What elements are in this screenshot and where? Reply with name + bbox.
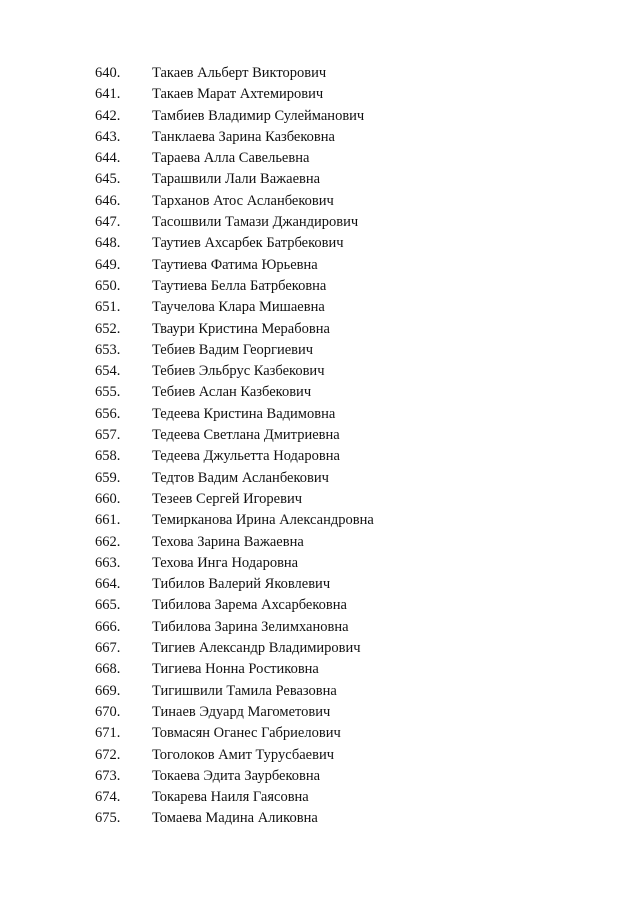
- entry-name: Товмасян Оганес Габриелович: [152, 725, 341, 742]
- entry-name: Тамбиев Владимир Сулейманович: [152, 107, 365, 124]
- entry-name: Тибилова Зарина Зелимхановна: [152, 618, 349, 635]
- entry-number: 648.: [95, 235, 121, 252]
- entry-name: Тедеева Светлана Дмитриевна: [152, 427, 340, 444]
- list-item: [0, 702, 640, 723]
- list-item: [0, 510, 640, 531]
- entry-name: Таучелова Клара Мишаевна: [152, 299, 325, 316]
- entry-number: 673.: [95, 767, 121, 784]
- list-item: [0, 340, 640, 361]
- list-item: [0, 319, 640, 340]
- entry-number: 664.: [95, 576, 121, 593]
- entry-name: Темирканова Ирина Александровна: [152, 512, 374, 529]
- list-item: [0, 723, 640, 744]
- entry-name: Тедеева Кристина Вадимовна: [152, 405, 336, 422]
- entry-name: Тарашвили Лали Важаевна: [152, 171, 321, 188]
- entry-number: 651.: [95, 299, 121, 316]
- entry-name: Таутиева Фатима Юрьевна: [152, 256, 318, 273]
- entry-name: Токарева Наиля Гаясовна: [152, 789, 309, 806]
- list-item: [0, 212, 640, 233]
- entry-name: Тасошвили Тамази Джандирович: [152, 214, 359, 231]
- entry-name: Тибилов Валерий Яковлевич: [152, 576, 331, 593]
- entry-number: 640.: [95, 65, 121, 81]
- list-item: [0, 532, 640, 553]
- entry-name: Томаева Мадина Аликовна: [152, 810, 318, 827]
- list-item: [0, 191, 640, 212]
- entry-name: Тваури Кристина Мерабовна: [152, 320, 330, 337]
- entry-number: 660.: [95, 490, 121, 507]
- entry-number: 671.: [95, 725, 121, 742]
- entry-name: Тедеева Джульетта Нодаровна: [152, 448, 340, 465]
- list-item: [0, 382, 640, 403]
- entry-name: Тинаев Эдуард Магометович: [152, 703, 331, 720]
- entry-number: 647.: [95, 214, 121, 231]
- list-item: [0, 63, 640, 84]
- list-item: [0, 106, 640, 127]
- list-item: [0, 787, 640, 808]
- entry-number: 656.: [95, 405, 121, 422]
- entry-name: Таутиева Белла Батрбековна: [152, 277, 327, 294]
- list-item: [0, 659, 640, 680]
- entry-name: Тараева Алла Савельевна: [152, 150, 310, 167]
- entry-name: Техова Зарина Важаевна: [152, 533, 304, 550]
- entry-name: Тарханов Атос Асланбекович: [152, 192, 334, 209]
- entry-number: 670.: [95, 703, 121, 720]
- entry-name: Тигишвили Тамила Ревазовна: [152, 682, 337, 699]
- entry-number: 645.: [95, 171, 121, 188]
- list-item: [0, 808, 640, 829]
- entry-number: 642.: [95, 107, 121, 124]
- entry-name: Токаева Эдита Заурбековна: [152, 767, 321, 784]
- entry-number: 663.: [95, 554, 121, 571]
- list-item: [0, 446, 640, 467]
- list-item: [0, 127, 640, 148]
- entry-number: 653.: [95, 341, 121, 358]
- entry-number: 654.: [95, 363, 121, 380]
- entry-name: Таутиев Ахсарбек Батрбекович: [152, 235, 344, 252]
- entry-number: 661.: [95, 512, 121, 529]
- list-item: [0, 489, 640, 510]
- list-item: [0, 297, 640, 318]
- entry-number: 675.: [95, 810, 121, 827]
- entry-name: Тоголоков Амит Турусбаевич: [152, 746, 335, 763]
- entry-number: 666.: [95, 618, 121, 635]
- entry-number: 669.: [95, 682, 121, 699]
- entry-name: Тибилова Зарема Ахсарбековна: [152, 597, 347, 614]
- entry-number: 668.: [95, 661, 121, 678]
- list-item: [0, 233, 640, 254]
- entry-number: 643.: [95, 128, 121, 145]
- list-item: [0, 574, 640, 595]
- list-item: [0, 681, 640, 702]
- entry-name: Танклаева Зарина Казбековна: [152, 128, 335, 145]
- list-item: [0, 169, 640, 190]
- entry-name: Тебиев Эльбрус Казбекович: [152, 363, 325, 380]
- entry-name: Такаев Марат Ахтемирович: [152, 86, 324, 103]
- list-item: [0, 553, 640, 574]
- entry-name: Такаев Альберт Викторович: [152, 65, 327, 81]
- entry-number: 644.: [95, 150, 121, 167]
- list-item: [0, 361, 640, 382]
- entry-number: 665.: [95, 597, 121, 614]
- entry-number: 659.: [95, 469, 121, 486]
- name-list: [0, 63, 640, 830]
- list-item: [0, 638, 640, 659]
- entry-number: 674.: [95, 789, 121, 806]
- entry-number: 641.: [95, 86, 121, 103]
- entry-number: 652.: [95, 320, 121, 337]
- entry-number: 657.: [95, 427, 121, 444]
- list-item: [0, 745, 640, 766]
- list-item: [0, 468, 640, 489]
- entry-name: Тигиева Нонна Ростиковна: [152, 661, 319, 678]
- entry-number: 667.: [95, 640, 121, 657]
- list-item: [0, 276, 640, 297]
- entry-name: Техова Инга Нодаровна: [152, 554, 299, 571]
- entry-name: Тигиев Александр Владимирович: [152, 640, 361, 657]
- entry-name: Тезеев Сергей Игоревич: [152, 490, 302, 507]
- list-item: [0, 617, 640, 638]
- entry-number: 650.: [95, 277, 121, 294]
- entry-name: Тедтов Вадим Асланбекович: [152, 469, 329, 486]
- list-item: [0, 84, 640, 105]
- entry-name: Тебиев Аслан Казбекович: [152, 384, 312, 401]
- list-item: [0, 404, 640, 425]
- entry-name: Тебиев Вадим Георгиевич: [152, 341, 314, 358]
- list-item: [0, 255, 640, 276]
- entry-number: 662.: [95, 533, 121, 550]
- list-item: [0, 148, 640, 169]
- entry-number: 658.: [95, 448, 121, 465]
- entry-number: 672.: [95, 746, 121, 763]
- list-item: [0, 766, 640, 787]
- entry-number: 646.: [95, 192, 121, 209]
- entry-number: 649.: [95, 256, 121, 273]
- list-item: [0, 425, 640, 446]
- entry-number: 655.: [95, 384, 121, 401]
- list-item: [0, 595, 640, 616]
